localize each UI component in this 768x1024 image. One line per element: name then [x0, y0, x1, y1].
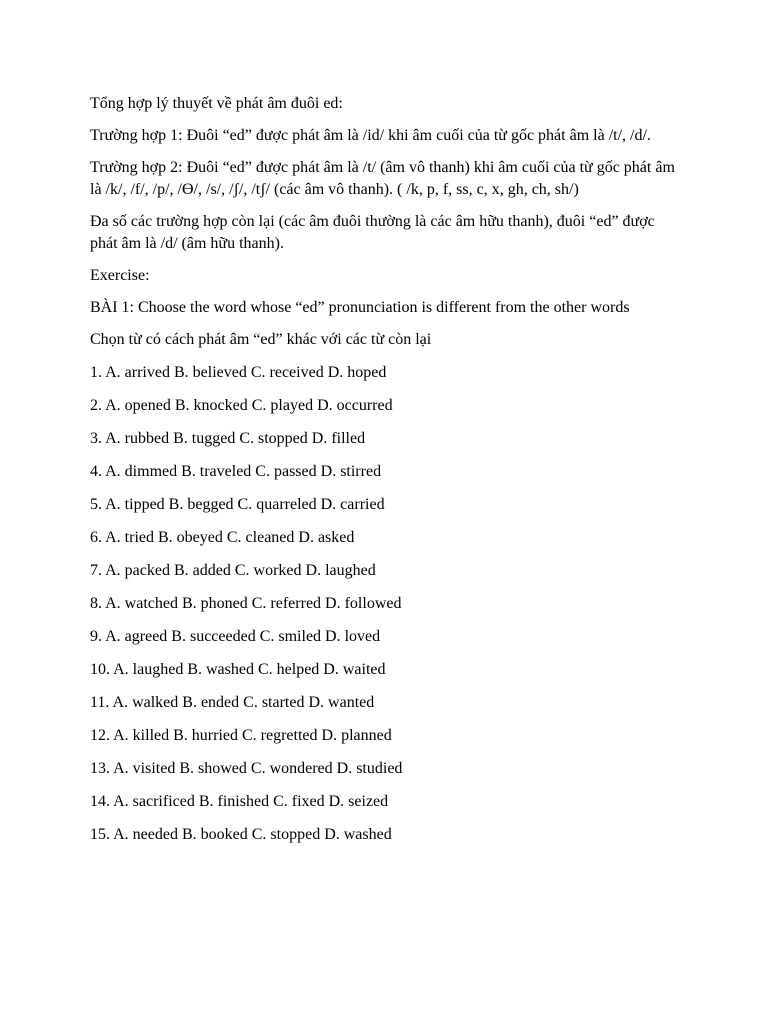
question-item: 10. A. laughed B. washed C. helped D. waited: [90, 661, 386, 678]
question-item: 12. A. killed B. hurried C. regretted D. planned: [90, 727, 392, 744]
question-item: 14. A. sacrificed B. finished C. fixed D. seized: [90, 793, 389, 810]
question-item: 7. A. packed B. added C. worked D. laughed: [90, 562, 376, 579]
exercise-heading: Exercise:: [90, 267, 150, 284]
question-item: 3. A. rubbed B. tugged C. stopped D. filled: [90, 430, 366, 447]
question-item: 11. A. walked B. ended C. started D. wanted: [90, 694, 375, 711]
question-item: 2. A. opened B. knocked C. played D. occurred: [90, 397, 393, 414]
question-item: 1. A. arrived B. believed C. received D. hoped: [90, 364, 387, 381]
question-item: 5. A. tipped B. begged C. quarreled D. carried: [90, 496, 385, 513]
question-item: 15. A. needed B. booked C. stopped D. washed: [90, 826, 392, 843]
question-item: 6. A. tried B. obeyed C. cleaned D. asked: [90, 529, 355, 546]
exercise-instruction-vi: Chọn từ có cách phát âm “ed” khác với các từ còn lại: [90, 331, 432, 348]
document-page: [90, 93, 682, 857]
question-item: 13. A. visited B. showed C. wondered D. studied: [90, 760, 403, 777]
theory-heading: Tổng hợp lý thuyết về phát âm đuôi ed:: [90, 95, 343, 112]
question-item: 9. A. agreed B. succeeded C. smiled D. loved: [90, 628, 381, 645]
exercise-instruction-en: BÀI 1: Choose the word whose “ed” pronunciation is different from the other words: [90, 299, 630, 316]
question-item: 4. A. dimmed B. traveled C. passed D. stirred: [90, 463, 382, 480]
theory-case-3: Đa số các trường hợp còn lại (các âm đuôi thường là các âm hữu thanh), đuôi “ed” được phát âm là /d/ (âm hữu thanh).: [90, 213, 655, 252]
theory-case-2: Trường hợp 2: Đuôi “ed” được phát âm là /t/ (âm vô thanh) khi âm cuối của từ gốc phát âm là /k/, /f/, /p/, /Ɵ/, /s/, /ʃ/, /tʃ/ (các âm vô thanh). ( /k, p, f, ss, c, x, gh, ch, sh/): [90, 159, 675, 198]
theory-case-1: Trường hợp 1: Đuôi “ed” được phát âm là /id/ khi âm cuối của từ gốc phát âm là /t/, /d/.: [90, 127, 651, 144]
question-item: 8. A. watched B. phoned C. referred D. followed: [90, 595, 402, 612]
